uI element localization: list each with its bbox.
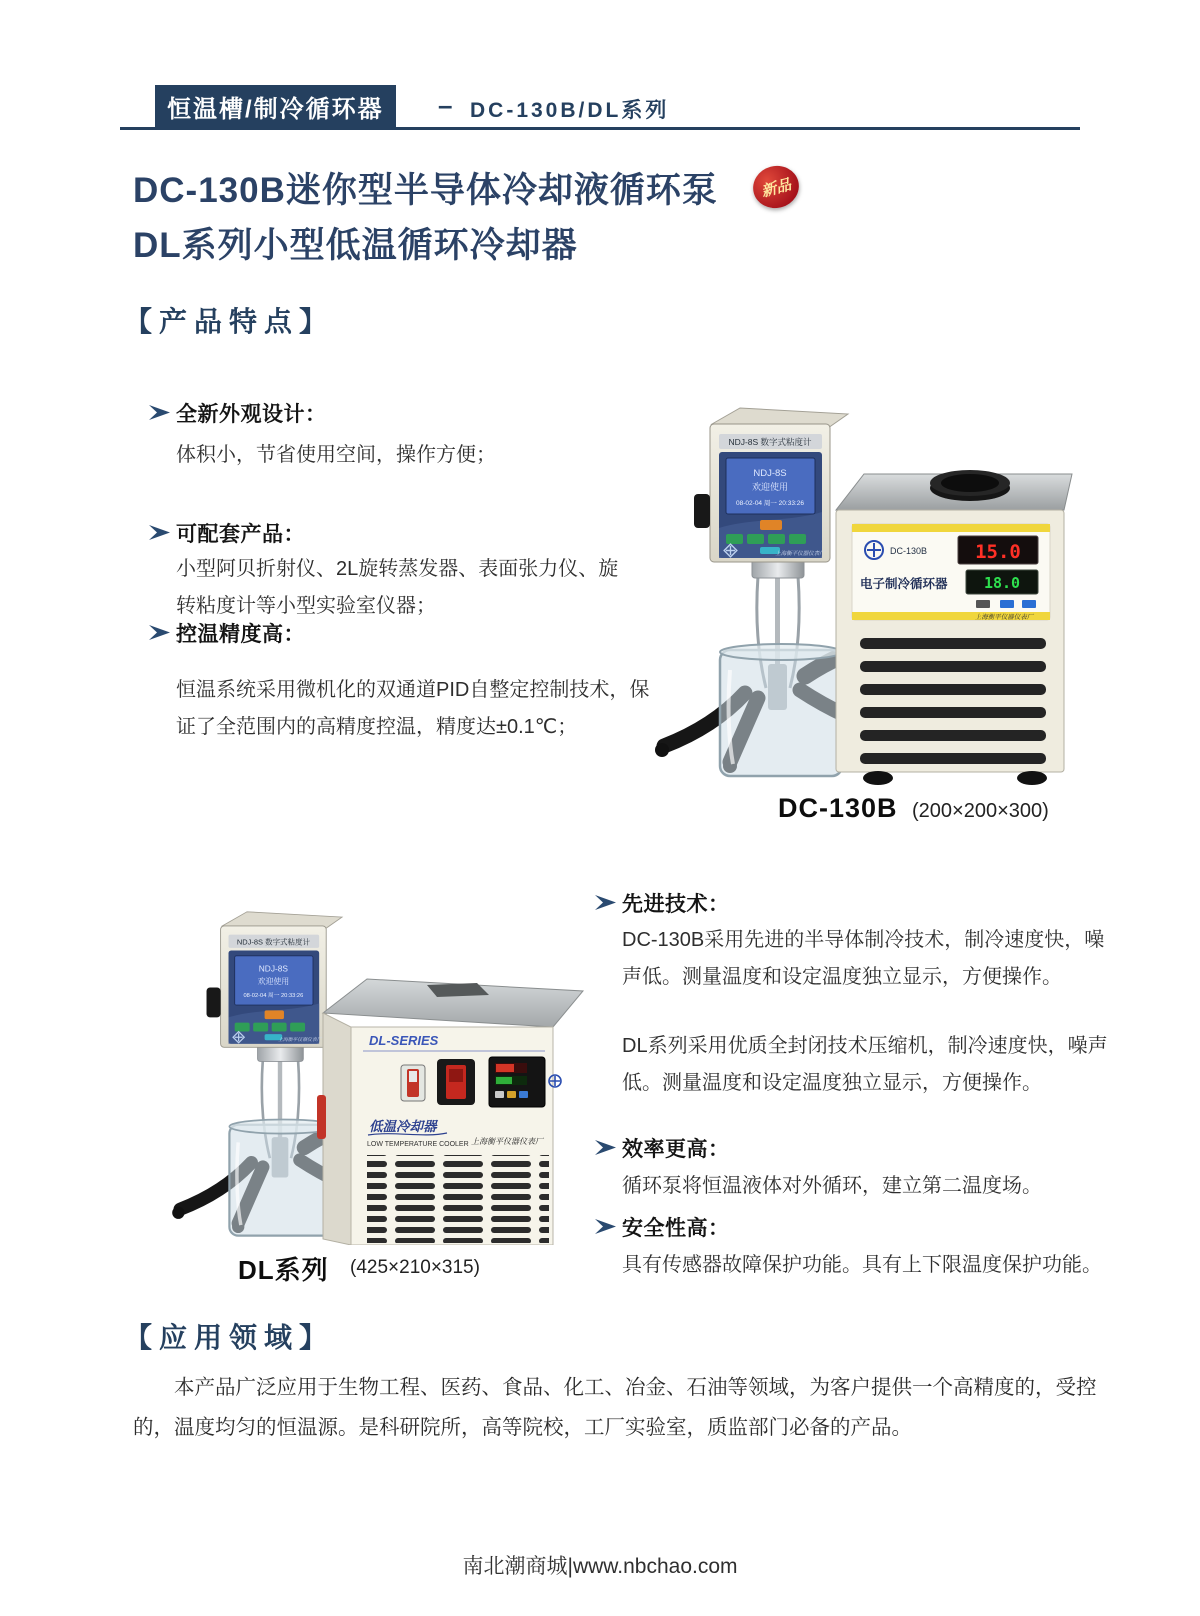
- cooler-name-text: 电子制冷循环器: [860, 577, 948, 591]
- cooler-top-cap: [930, 470, 1010, 501]
- led-display-red: [958, 536, 1038, 564]
- page-title-line1: DC-130B迷你型半导体冷却液循环泵: [133, 171, 718, 210]
- applications-body: 本产品广泛应用于生物工程、医药、食品、化工、冶金、石油等领域，为客户提供一个高精度的，受控的，温度均匀的恒温源。是科研院所，高等院校，工厂实验室，质监部门必备的产品。: [133, 1376, 1097, 1439]
- bullet-arrow-icon: [594, 1139, 617, 1156]
- header-dash: –: [438, 90, 453, 120]
- dl-name-cn-text: 低温冷却器: [369, 1119, 437, 1134]
- head-knob: [694, 494, 710, 528]
- cooler-model-text: DC-130B: [890, 546, 928, 556]
- new-product-badge: 新品: [748, 161, 803, 213]
- page-title-line2: DL系列小型低温循环冷却器: [133, 226, 578, 265]
- screen-datetime-text: 08-02-04 周一 20:33:26: [736, 500, 804, 507]
- temperature-controller: [489, 1057, 545, 1107]
- dl-cooler: [317, 979, 583, 1245]
- feature-heading: 效率更高：: [622, 1138, 730, 1161]
- viscometer-head: [694, 408, 848, 562]
- feature-heading: 先进技术：: [622, 893, 730, 916]
- product-caption-dims: (200×200×300): [912, 800, 1049, 822]
- svg-text:18.0: 18.0: [983, 574, 1021, 592]
- led-display-green: [966, 570, 1038, 594]
- category-badge: 恒温槽/制冷循环器: [155, 85, 396, 128]
- bullet-arrow-icon: [148, 404, 171, 421]
- product-caption-dims: (425×210×315): [350, 1257, 480, 1278]
- viscometer-model-label: NDJ-8S 数字式粘度计: [728, 437, 812, 447]
- dl-product-photo: [155, 895, 585, 1245]
- feature-heading: 安全性高：: [622, 1217, 730, 1240]
- svg-text:15.0: 15.0: [975, 541, 1021, 563]
- tripod-foot: [655, 743, 669, 757]
- screen-welcome-text: 欢迎使用: [751, 482, 789, 492]
- bullet-arrow-icon: [594, 1218, 617, 1235]
- cooler-buttons: [976, 600, 1036, 608]
- series-label: DC-130B/DL系列: [470, 99, 670, 122]
- dl-name-en-text: LOW TEMPERATURE COOLER: [367, 1141, 469, 1148]
- feature-body: DL系列采用优质全封闭技术压缩机，制冷速度快，噪声低。测量温度和设定温度独立显示，方便操作。: [622, 1035, 1108, 1094]
- viscometer-screen: [726, 458, 815, 514]
- dl-brand-text: 上海衡平仪器仪表厂: [471, 1137, 543, 1146]
- bullet-arrow-icon: [594, 894, 617, 911]
- dc130b-product-photo: [640, 398, 1080, 788]
- feature-body: DC-130B采用先进的半导体制冷技术，制冷速度快，噪声低。测量温度和设定温度独立显示，方便操作。: [622, 929, 1105, 988]
- section-header-features: 【产品特点】: [124, 306, 335, 337]
- dc130b-cooler-panel: [852, 524, 1050, 621]
- feature-body: 恒温系统采用微机化的双通道PID自整定控制技术，保证了全范围内的高精度控温，精度达±0.1℃；: [176, 679, 650, 738]
- dl-logo-icon: [549, 1075, 561, 1087]
- cooler-foot: [1017, 771, 1047, 785]
- header-rule: [120, 127, 1080, 130]
- bullet-arrow-icon: [148, 524, 171, 541]
- feature-heading: 全新外观设计：: [176, 403, 327, 426]
- dl-series-label: DL-SERIES: [369, 1033, 439, 1048]
- feature-body: 小型阿贝折射仪、2L旋转蒸发器、表面张力仪、旋转粘度计等小型实验室仪器；: [176, 558, 619, 617]
- cooler-logo-icon: [865, 541, 883, 559]
- bullet-arrow-icon: [148, 624, 171, 641]
- cooler-side-handle: [317, 1095, 326, 1139]
- dl-cooler-grille: [367, 1155, 549, 1243]
- screen-model-text: NDJ-8S: [753, 468, 787, 479]
- dc130b-cooler: [836, 470, 1072, 785]
- compressor-switch: [437, 1059, 475, 1105]
- feature-body: 循环泵将恒温液体对外循环，建立第二温度场。: [622, 1175, 1042, 1197]
- feature-body: 具有传感器故障保护功能。具有上下限温度保护功能。: [622, 1254, 1102, 1276]
- feature-heading: 控温精度高：: [176, 623, 305, 646]
- viscometer-brand-text: 上海衡平仪器仪表厂: [775, 551, 825, 557]
- feature-heading: 可配套产品：: [176, 523, 305, 546]
- cooler-foot: [863, 771, 893, 785]
- section-header-applications: 【应用领域】: [124, 1322, 335, 1353]
- product-caption-name: DL系列: [238, 1255, 329, 1285]
- footer-site-label: 南北潮商城|www.nbchao.com: [462, 1555, 738, 1578]
- power-switch: [401, 1065, 425, 1101]
- feature-body: 体积小，节省使用空间，操作方便；: [176, 444, 496, 466]
- cooler-brand-text: 上海衡平仪器仪表厂: [974, 614, 1034, 621]
- product-caption-name: DC-130B: [778, 793, 898, 823]
- beaker: [720, 644, 842, 776]
